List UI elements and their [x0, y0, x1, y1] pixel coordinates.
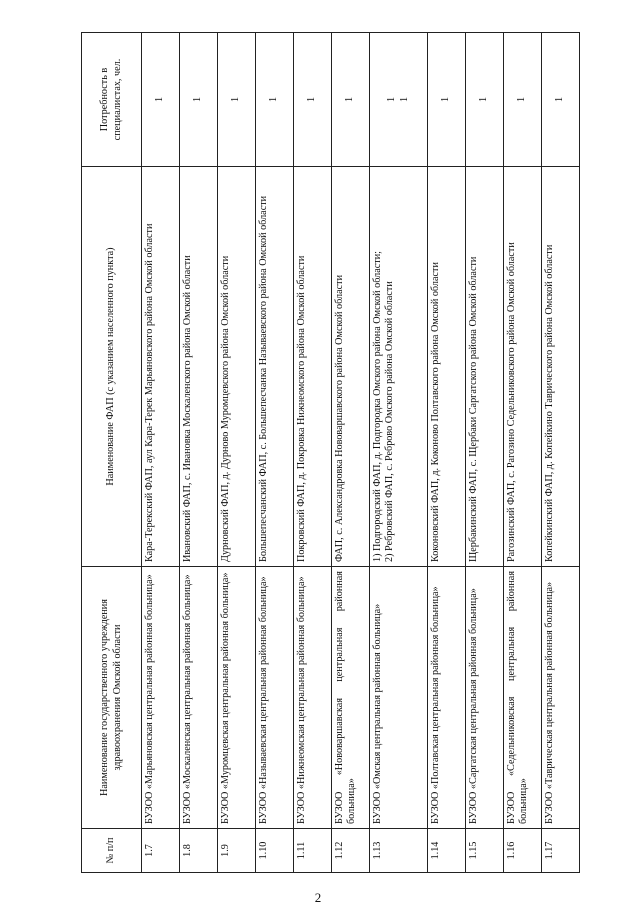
row-need: 1 — [466, 32, 504, 166]
row-fap: Копейкинский ФАП, д. Копейкино Таврического района Омской области — [542, 166, 580, 566]
row-institution: БУЗОО «Муромцевская центральная районная больница» — [218, 566, 256, 828]
row-institution: БУЗОО «Марьяновская центральная районная больница» — [142, 566, 180, 828]
row-fap: ФАП, с. Александровка Нововаршавского района Омской области — [332, 166, 370, 566]
row-fap: Покровский ФАП, д. Покровка Нижнеомского района Омской области — [294, 166, 332, 566]
row-need: 1 — [428, 32, 466, 166]
table-row — [542, 32, 580, 872]
row-num: 1.14 — [428, 828, 466, 872]
row-need: 1 — [332, 32, 370, 166]
row-institution: БУЗОО «Седельниковская центральная районная больница» — [504, 566, 542, 828]
row-need: 1 — [294, 32, 332, 166]
row-num: 1.7 — [142, 828, 180, 872]
row-need: 1 — [256, 32, 294, 166]
row-fap: 1) Подгородский ФАП, д. Подгородка Омского района Омской области; 2) Ребровский ФАП, с. Реброво Омского района Омской области — [370, 166, 428, 566]
header-institution: Наименование государственного учреждения здравоохранения Омской области — [82, 566, 142, 828]
row-fap: Большепесчанский ФАП, с. Большепесчанка Называевского района Омской области — [256, 166, 294, 566]
row-fap: Ивановский ФАП, с. Ивановка Москаленского района Омской области — [180, 166, 218, 566]
row-num: 1.9 — [218, 828, 256, 872]
row-num: 1.10 — [256, 828, 294, 872]
row-institution: БУЗОО «Саргатская центральная районная больница» — [466, 566, 504, 828]
row-need: 1 — [542, 32, 580, 166]
row-institution: БУЗОО «Москаленская центральная районная больница» — [180, 566, 218, 828]
row-institution: БУЗОО «Нововаршавская центральная районная больница» — [332, 566, 370, 828]
row-need: 1 — [142, 32, 180, 166]
row-num: 1.16 — [504, 828, 542, 872]
row-institution: БУЗОО «Полтавская центральная районная больница» — [428, 566, 466, 828]
row-need: 1 — [504, 32, 542, 166]
row-num: 1.15 — [466, 828, 504, 872]
row-fap: Рагозинский ФАП, с. Рагозино Седельниковского района Омской области — [504, 166, 542, 566]
row-fap: Дурновский ФАП, д. Дурново Муромцевского района Омской области — [218, 166, 256, 566]
row-institution: БУЗОО «Омская центральная районная больница» — [370, 566, 428, 828]
row-need: 1 — [180, 32, 218, 166]
row-fap: Щербакинский ФАП, с. Щербаки Саргатского района Омской области — [466, 166, 504, 566]
table-row — [428, 32, 466, 872]
table-row — [294, 32, 332, 872]
table-header-row — [82, 32, 142, 872]
row-institution: БУЗОО «Нижнеомская центральная районная больница» — [294, 566, 332, 828]
table-row — [218, 32, 256, 872]
table-row — [504, 32, 542, 872]
row-num: 1.17 — [542, 828, 580, 872]
row-fap: Коконовский ФАП, д. Коконово Полтавского района Омской области — [428, 166, 466, 566]
header-need: Потребность в специалистах, чел. — [82, 32, 142, 166]
header-num: № п/п — [82, 828, 142, 872]
row-institution: БУЗОО «Таврическая центральная районная больница» — [542, 566, 580, 828]
table-row — [466, 32, 504, 872]
row-need: 1 — [218, 32, 256, 166]
page-number: 2 — [314, 889, 322, 905]
document-page — [81, 33, 566, 905]
row-num: 1.12 — [332, 828, 370, 872]
fap-table — [81, 32, 580, 873]
table-row — [142, 32, 180, 872]
row-num: 1.13 — [370, 828, 428, 872]
header-fap: Наименование ФАП (с указанием населенного пункта) — [82, 166, 142, 566]
table-row — [332, 32, 370, 872]
table-row — [256, 32, 294, 872]
row-need: 1 1 — [370, 32, 428, 166]
row-fap: Кара-Терекский ФАП, аул Кара-Терек Марьяновского района Омской области — [142, 166, 180, 566]
row-num: 1.8 — [180, 828, 218, 872]
row-num: 1.11 — [294, 828, 332, 872]
table-row — [180, 32, 218, 872]
table-row — [370, 32, 428, 872]
row-institution: БУЗОО «Называевская центральная районная больница» — [256, 566, 294, 828]
